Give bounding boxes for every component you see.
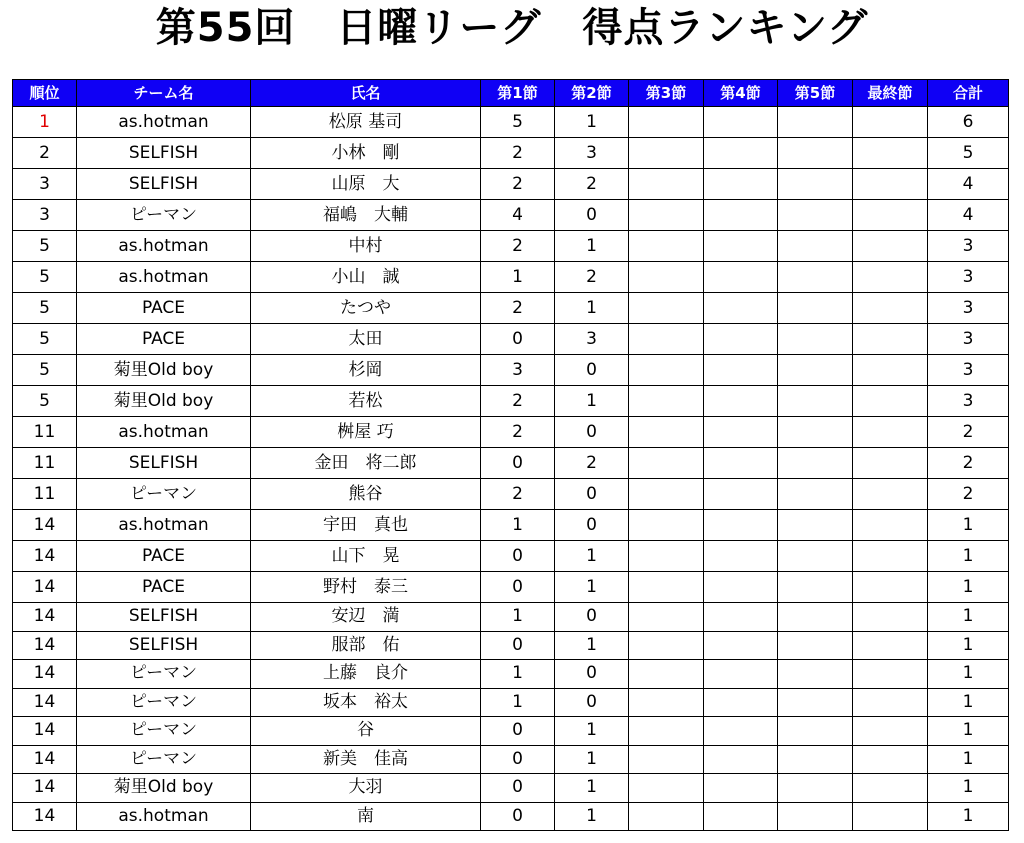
player-name-cell: 太田 (251, 324, 481, 355)
table-row (13, 572, 1009, 603)
week4-cell (704, 386, 778, 417)
week1-cell: 0 (481, 572, 555, 603)
final-week-cell (853, 138, 928, 169)
week5-cell (778, 262, 853, 293)
week2-cell: 1 (555, 745, 629, 774)
final-week-cell (853, 200, 928, 231)
week3-cell (629, 324, 704, 355)
player-name-cell: 山原 大 (251, 169, 481, 200)
team-cell: SELFISH (77, 448, 251, 479)
final-week-cell (853, 417, 928, 448)
week3-cell (629, 355, 704, 386)
week4-cell (704, 688, 778, 717)
table-row (13, 745, 1009, 774)
week3-cell (629, 262, 704, 293)
final-week-cell (853, 262, 928, 293)
rank-cell: 5 (13, 231, 77, 262)
rank-cell: 14 (13, 802, 77, 831)
week4-cell (704, 293, 778, 324)
week1-cell: 1 (481, 262, 555, 293)
team-cell: ピーマン (77, 717, 251, 746)
rank-cell: 14 (13, 572, 77, 603)
week2-cell: 2 (555, 169, 629, 200)
final-week-cell (853, 293, 928, 324)
week1-cell: 2 (481, 293, 555, 324)
rank-cell: 14 (13, 717, 77, 746)
total-cell: 5 (928, 138, 1009, 169)
final-week-cell (853, 774, 928, 803)
week1-cell: 2 (481, 138, 555, 169)
rank-cell: 3 (13, 169, 77, 200)
week1-cell: 0 (481, 448, 555, 479)
week5-cell (778, 324, 853, 355)
week2-cell: 1 (555, 572, 629, 603)
team-cell: 菊里Old boy (77, 774, 251, 803)
week4-cell (704, 802, 778, 831)
total-cell: 6 (928, 107, 1009, 138)
final-week-cell (853, 631, 928, 660)
team-cell: ピーマン (77, 745, 251, 774)
player-name-cell: 南 (251, 802, 481, 831)
team-cell: PACE (77, 293, 251, 324)
rank-cell: 11 (13, 417, 77, 448)
player-name-cell: 金田 将二郎 (251, 448, 481, 479)
week4-cell (704, 417, 778, 448)
table-row (13, 293, 1009, 324)
week2-cell: 0 (555, 510, 629, 541)
week5-cell (778, 774, 853, 803)
week3-cell (629, 660, 704, 689)
week5-cell (778, 448, 853, 479)
week5-cell (778, 200, 853, 231)
player-name-cell: 熊谷 (251, 479, 481, 510)
rank-cell: 1 (13, 107, 77, 138)
week2-cell: 1 (555, 107, 629, 138)
team-cell: as.hotman (77, 107, 251, 138)
total-cell: 3 (928, 355, 1009, 386)
final-week-cell (853, 169, 928, 200)
week2-cell: 3 (555, 138, 629, 169)
week4-cell (704, 479, 778, 510)
week4-cell (704, 603, 778, 632)
page-title: 第55回 日曜リーグ 得点ランキング (155, 5, 869, 51)
week5-cell (778, 802, 853, 831)
rank-cell: 14 (13, 603, 77, 632)
table-row (13, 802, 1009, 831)
total-cell: 3 (928, 231, 1009, 262)
week1-cell: 2 (481, 231, 555, 262)
week3-cell (629, 745, 704, 774)
week3-cell (629, 107, 704, 138)
col-header-week2: 第2節 (555, 80, 629, 107)
week4-cell (704, 355, 778, 386)
player-name-cell: 小山 誠 (251, 262, 481, 293)
player-name-cell: 小林 剛 (251, 138, 481, 169)
team-cell: SELFISH (77, 169, 251, 200)
table-row (13, 631, 1009, 660)
final-week-cell (853, 717, 928, 746)
team-cell: PACE (77, 572, 251, 603)
week5-cell (778, 510, 853, 541)
week5-cell (778, 717, 853, 746)
rank-cell: 3 (13, 200, 77, 231)
week3-cell (629, 541, 704, 572)
week5-cell (778, 479, 853, 510)
total-cell: 1 (928, 802, 1009, 831)
week1-cell: 1 (481, 660, 555, 689)
player-name-cell: 宇田 真也 (251, 510, 481, 541)
rank-cell: 14 (13, 660, 77, 689)
week5-cell (778, 138, 853, 169)
week3-cell (629, 479, 704, 510)
rank-cell: 14 (13, 745, 77, 774)
week5-cell (778, 572, 853, 603)
col-header-team: チーム名 (77, 80, 251, 107)
table-body (13, 107, 1009, 831)
total-cell: 2 (928, 417, 1009, 448)
week3-cell (629, 774, 704, 803)
week1-cell: 3 (481, 355, 555, 386)
week2-cell: 1 (555, 386, 629, 417)
total-cell: 1 (928, 688, 1009, 717)
week4-cell (704, 541, 778, 572)
week3-cell (629, 448, 704, 479)
team-cell: PACE (77, 324, 251, 355)
week2-cell: 2 (555, 448, 629, 479)
week5-cell (778, 631, 853, 660)
player-name-cell: 上藤 良介 (251, 660, 481, 689)
week1-cell: 1 (481, 688, 555, 717)
week4-cell (704, 660, 778, 689)
total-cell: 1 (928, 541, 1009, 572)
team-cell: ピーマン (77, 688, 251, 717)
week3-cell (629, 169, 704, 200)
week2-cell: 1 (555, 802, 629, 831)
week1-cell: 0 (481, 745, 555, 774)
player-name-cell: 杉岡 (251, 355, 481, 386)
team-cell: as.hotman (77, 802, 251, 831)
week3-cell (629, 386, 704, 417)
week4-cell (704, 745, 778, 774)
player-name-cell: 坂本 裕太 (251, 688, 481, 717)
week1-cell: 2 (481, 417, 555, 448)
week3-cell (629, 138, 704, 169)
rank-cell: 2 (13, 138, 77, 169)
total-cell: 3 (928, 293, 1009, 324)
week5-cell (778, 603, 853, 632)
rank-cell: 5 (13, 386, 77, 417)
table-row (13, 355, 1009, 386)
rank-cell: 14 (13, 774, 77, 803)
final-week-cell (853, 688, 928, 717)
week3-cell (629, 293, 704, 324)
total-cell: 3 (928, 324, 1009, 355)
final-week-cell (853, 745, 928, 774)
week3-cell (629, 417, 704, 448)
week4-cell (704, 231, 778, 262)
week4-cell (704, 169, 778, 200)
week2-cell: 0 (555, 355, 629, 386)
week1-cell: 0 (481, 717, 555, 746)
week4-cell (704, 448, 778, 479)
week2-cell: 1 (555, 631, 629, 660)
week4-cell (704, 510, 778, 541)
week4-cell (704, 717, 778, 746)
total-cell: 1 (928, 745, 1009, 774)
total-cell: 4 (928, 200, 1009, 231)
table-row (13, 688, 1009, 717)
table-row (13, 386, 1009, 417)
team-cell: as.hotman (77, 231, 251, 262)
week5-cell (778, 231, 853, 262)
player-name-cell: 野村 泰三 (251, 572, 481, 603)
total-cell: 2 (928, 448, 1009, 479)
week4-cell (704, 107, 778, 138)
final-week-cell (853, 231, 928, 262)
week2-cell: 1 (555, 774, 629, 803)
table-row (13, 262, 1009, 293)
player-name-cell: 谷 (251, 717, 481, 746)
player-name-cell: 山下 晃 (251, 541, 481, 572)
rank-cell: 5 (13, 324, 77, 355)
week5-cell (778, 386, 853, 417)
final-week-cell (853, 355, 928, 386)
table-header (13, 80, 1009, 107)
rank-cell: 14 (13, 541, 77, 572)
table-row (13, 660, 1009, 689)
week2-cell: 0 (555, 688, 629, 717)
player-name-cell: 新美 佳高 (251, 745, 481, 774)
table-row (13, 107, 1009, 138)
week3-cell (629, 510, 704, 541)
table-row (13, 231, 1009, 262)
week5-cell (778, 293, 853, 324)
table-row (13, 774, 1009, 803)
team-cell: 菊里Old boy (77, 386, 251, 417)
week5-cell (778, 688, 853, 717)
team-cell: as.hotman (77, 262, 251, 293)
week2-cell: 0 (555, 479, 629, 510)
week2-cell: 1 (555, 541, 629, 572)
week4-cell (704, 262, 778, 293)
player-name-cell: 松原 基司 (251, 107, 481, 138)
table-row (13, 603, 1009, 632)
week2-cell: 2 (555, 262, 629, 293)
col-header-week5: 第5節 (778, 80, 853, 107)
table-row (13, 541, 1009, 572)
team-cell: ピーマン (77, 479, 251, 510)
week1-cell: 2 (481, 479, 555, 510)
rank-cell: 11 (13, 448, 77, 479)
col-header-total: 合計 (928, 80, 1009, 107)
rank-cell: 5 (13, 355, 77, 386)
total-cell: 1 (928, 572, 1009, 603)
week3-cell (629, 603, 704, 632)
week3-cell (629, 572, 704, 603)
week2-cell: 1 (555, 293, 629, 324)
week5-cell (778, 355, 853, 386)
week3-cell (629, 802, 704, 831)
final-week-cell (853, 802, 928, 831)
total-cell: 4 (928, 169, 1009, 200)
week1-cell: 2 (481, 169, 555, 200)
final-week-cell (853, 510, 928, 541)
table-row (13, 417, 1009, 448)
week1-cell: 1 (481, 603, 555, 632)
total-cell: 3 (928, 262, 1009, 293)
final-week-cell (853, 386, 928, 417)
rank-cell: 11 (13, 479, 77, 510)
col-header-name: 氏名 (251, 80, 481, 107)
team-cell: SELFISH (77, 603, 251, 632)
final-week-cell (853, 541, 928, 572)
rank-cell: 14 (13, 510, 77, 541)
table-row (13, 169, 1009, 200)
week5-cell (778, 660, 853, 689)
week3-cell (629, 200, 704, 231)
week5-cell (778, 107, 853, 138)
week2-cell: 1 (555, 231, 629, 262)
rank-cell: 14 (13, 688, 77, 717)
week1-cell: 5 (481, 107, 555, 138)
week2-cell: 3 (555, 324, 629, 355)
total-cell: 2 (928, 479, 1009, 510)
final-week-cell (853, 107, 928, 138)
team-cell: as.hotman (77, 417, 251, 448)
total-cell: 1 (928, 631, 1009, 660)
team-cell: SELFISH (77, 631, 251, 660)
week4-cell (704, 572, 778, 603)
table-row (13, 448, 1009, 479)
week5-cell (778, 745, 853, 774)
total-cell: 1 (928, 717, 1009, 746)
rank-cell: 14 (13, 631, 77, 660)
week2-cell: 1 (555, 717, 629, 746)
total-cell: 1 (928, 603, 1009, 632)
col-header-final: 最終節 (853, 80, 928, 107)
team-cell: 菊里Old boy (77, 355, 251, 386)
team-cell: as.hotman (77, 510, 251, 541)
rank-cell: 5 (13, 262, 77, 293)
total-cell: 1 (928, 774, 1009, 803)
week4-cell (704, 774, 778, 803)
team-cell: PACE (77, 541, 251, 572)
week1-cell: 1 (481, 510, 555, 541)
week5-cell (778, 541, 853, 572)
final-week-cell (853, 572, 928, 603)
week2-cell: 0 (555, 660, 629, 689)
col-header-week3: 第3節 (629, 80, 704, 107)
table-row (13, 138, 1009, 169)
week1-cell: 2 (481, 386, 555, 417)
total-cell: 1 (928, 510, 1009, 541)
col-header-week1: 第1節 (481, 80, 555, 107)
week4-cell (704, 138, 778, 169)
week4-cell (704, 324, 778, 355)
team-cell: SELFISH (77, 138, 251, 169)
week1-cell: 0 (481, 631, 555, 660)
week1-cell: 4 (481, 200, 555, 231)
col-header-rank: 順位 (13, 80, 77, 107)
player-name-cell: 中村 (251, 231, 481, 262)
col-header-week4: 第4節 (704, 80, 778, 107)
ranking-table (12, 79, 1009, 831)
week3-cell (629, 717, 704, 746)
final-week-cell (853, 660, 928, 689)
week3-cell (629, 231, 704, 262)
rank-cell: 5 (13, 293, 77, 324)
table-row (13, 510, 1009, 541)
team-cell: ピーマン (77, 660, 251, 689)
week1-cell: 0 (481, 324, 555, 355)
week3-cell (629, 688, 704, 717)
week2-cell: 0 (555, 603, 629, 632)
week2-cell: 0 (555, 200, 629, 231)
player-name-cell: 安辺 満 (251, 603, 481, 632)
player-name-cell: 若松 (251, 386, 481, 417)
player-name-cell: たつや (251, 293, 481, 324)
table-row (13, 479, 1009, 510)
total-cell: 1 (928, 660, 1009, 689)
final-week-cell (853, 603, 928, 632)
week1-cell: 0 (481, 541, 555, 572)
week3-cell (629, 631, 704, 660)
player-name-cell: 大羽 (251, 774, 481, 803)
week4-cell (704, 631, 778, 660)
week5-cell (778, 169, 853, 200)
player-name-cell: 福嶋 大輔 (251, 200, 481, 231)
player-name-cell: 服部 佑 (251, 631, 481, 660)
week1-cell: 0 (481, 802, 555, 831)
week2-cell: 0 (555, 417, 629, 448)
final-week-cell (853, 479, 928, 510)
total-cell: 3 (928, 386, 1009, 417)
table-row (13, 324, 1009, 355)
final-week-cell (853, 448, 928, 479)
final-week-cell (853, 324, 928, 355)
week1-cell: 0 (481, 774, 555, 803)
player-name-cell: 桝屋 巧 (251, 417, 481, 448)
week5-cell (778, 417, 853, 448)
table-row (13, 200, 1009, 231)
team-cell: ピーマン (77, 200, 251, 231)
table-row (13, 717, 1009, 746)
week4-cell (704, 200, 778, 231)
